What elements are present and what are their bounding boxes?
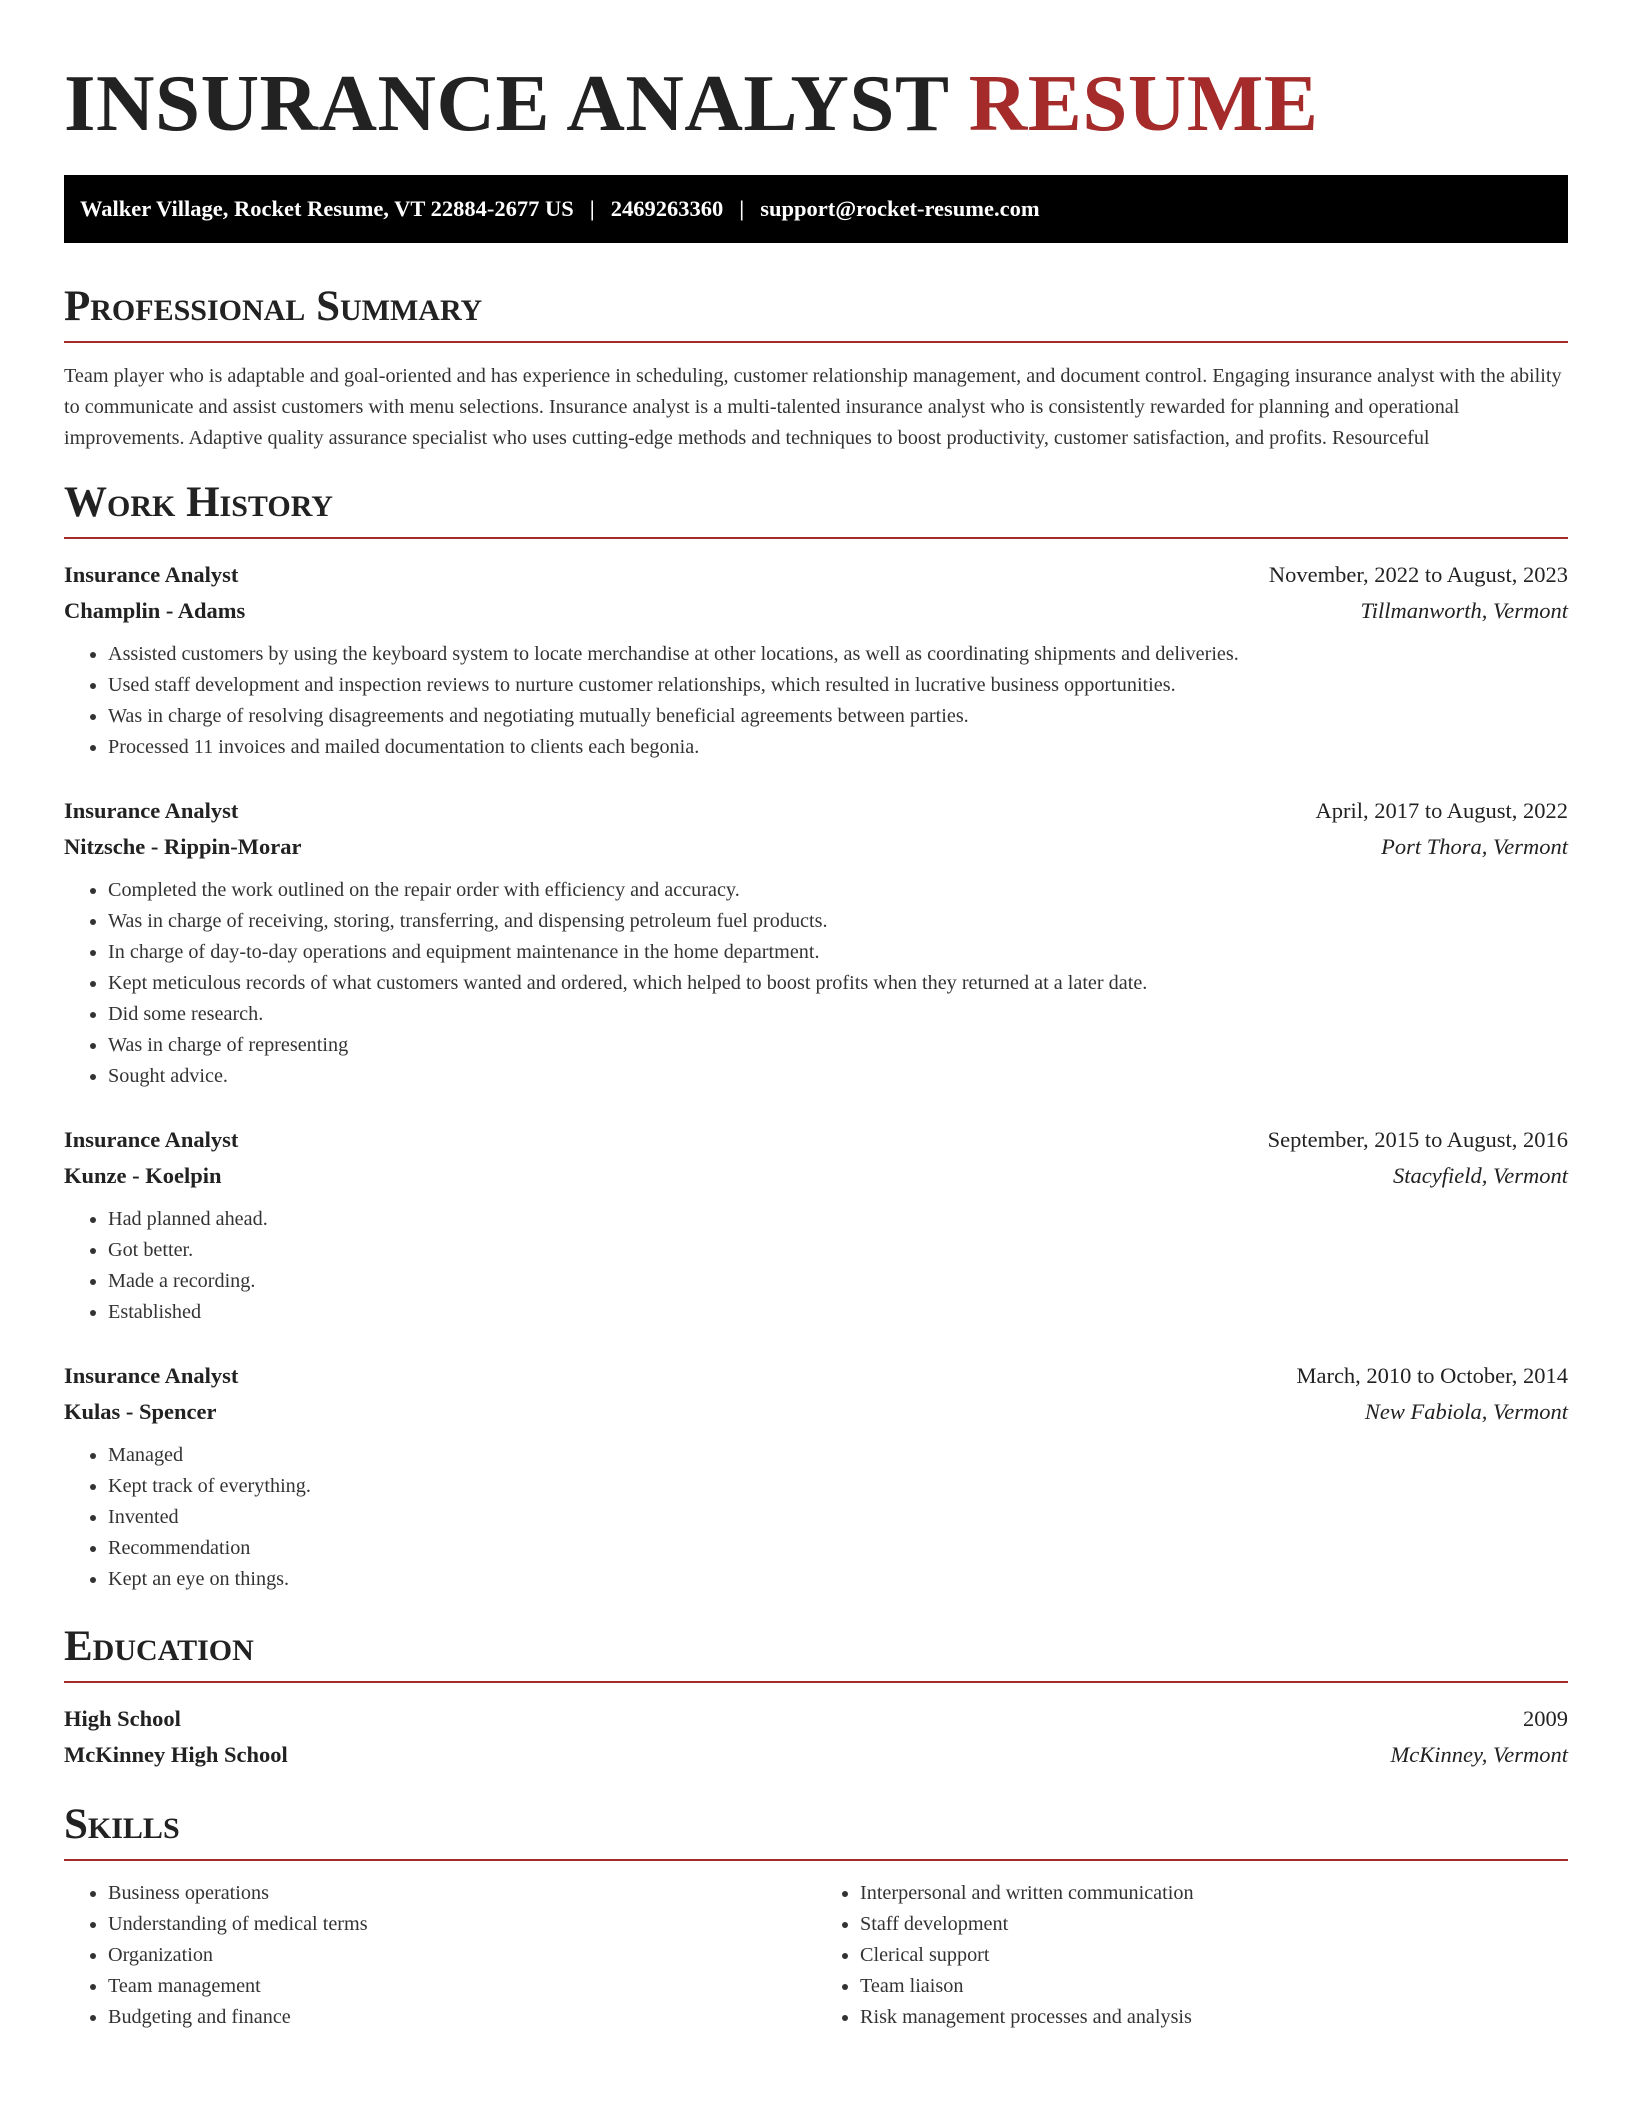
job-duty: • Processed 11 invoices and mailed documentation to clients each begonia. bbox=[108, 732, 1568, 763]
job-duty: • Kept meticulous records of what customers wanted and ordered, which helped to boost profits when they returned at a later date. bbox=[108, 968, 1568, 999]
job-duty: • Kept an eye on things. bbox=[108, 1564, 1568, 1595]
job-company: Kunze - Koelpin bbox=[64, 1163, 222, 1188]
job-title: Insurance Analyst bbox=[64, 562, 239, 587]
education-school-row bbox=[64, 1737, 1568, 1773]
job-duty: • Invented bbox=[108, 1502, 1568, 1533]
job-duty: • Used staff development and inspection reviews to nurture customer relationships, which resulted in lucrative business opportunities. bbox=[108, 670, 1568, 701]
resume-title bbox=[64, 55, 1568, 151]
job-company: Nitzsche - Rippin-Morar bbox=[64, 834, 302, 859]
job-duty: • Completed the work outlined on the repair order with efficiency and accuracy. bbox=[108, 875, 1568, 906]
contact-separator: | bbox=[589, 196, 595, 221]
skill-item: • Understanding of medical terms bbox=[108, 1909, 816, 1940]
job-title: Insurance Analyst bbox=[64, 1363, 239, 1388]
title-main: INSURANCE ANALYST bbox=[64, 58, 949, 148]
education-degree: High School bbox=[64, 1706, 181, 1731]
job-company: Kulas - Spencer bbox=[64, 1399, 217, 1424]
education-location: McKinney, Vermont bbox=[1390, 1742, 1568, 1767]
skills-column-left bbox=[64, 1878, 816, 2033]
job-duty: • Recommendation bbox=[108, 1533, 1568, 1564]
job-duty: • Was in charge of resolving disagreements and negotiating mutually beneficial agreements between parties. bbox=[108, 701, 1568, 732]
section-divider bbox=[64, 341, 1568, 343]
job-entry bbox=[64, 793, 1568, 1092]
skills-list bbox=[64, 1878, 816, 2033]
education-year: 2009 bbox=[1523, 1706, 1568, 1731]
job-header-row bbox=[64, 793, 1568, 829]
job-title: Insurance Analyst bbox=[64, 798, 239, 823]
contact-phone: 2469263360 bbox=[610, 196, 724, 221]
job-dates: November, 2022 to August, 2023 bbox=[1268, 562, 1568, 587]
job-duty: • Got better. bbox=[108, 1235, 1568, 1266]
job-company-row bbox=[64, 1394, 1568, 1430]
work-history-section bbox=[64, 477, 1568, 1595]
job-dates: September, 2015 to August, 2016 bbox=[1267, 1127, 1568, 1152]
skill-item: • Organization bbox=[108, 1940, 816, 1971]
skill-item: • Team management bbox=[108, 1971, 816, 2002]
job-company-row bbox=[64, 1158, 1568, 1194]
skill-item: • Clerical support bbox=[860, 1940, 1568, 1971]
skills-list bbox=[816, 1878, 1568, 2033]
job-entry bbox=[64, 1358, 1568, 1595]
contact-address: Walker Village, Rocket Resume, VT 22884-2677 US bbox=[80, 196, 574, 221]
section-divider bbox=[64, 1859, 1568, 1861]
education-header-row bbox=[64, 1701, 1568, 1737]
job-duty: • Established bbox=[108, 1297, 1568, 1328]
job-entry bbox=[64, 557, 1568, 763]
skill-item: • Interpersonal and written communication bbox=[860, 1878, 1568, 1909]
skill-item: • Staff development bbox=[860, 1909, 1568, 1940]
job-location: Tillmanworth, Vermont bbox=[1360, 598, 1568, 623]
job-duty: • Assisted customers by using the keyboard system to locate merchandise at other locations, as well as coordinating shipments and deliveries. bbox=[108, 639, 1568, 670]
job-duty: • Made a recording. bbox=[108, 1266, 1568, 1297]
job-header-row bbox=[64, 557, 1568, 593]
job-duty: • Did some research. bbox=[108, 999, 1568, 1030]
skills-column-right bbox=[816, 1878, 1568, 2033]
skills-section bbox=[64, 1799, 1568, 2033]
skill-item: • Team liaison bbox=[860, 1971, 1568, 2002]
job-duties-list bbox=[64, 1204, 1568, 1328]
education-entry bbox=[64, 1701, 1568, 1773]
job-duty: • Was in charge of receiving, storing, transferring, and dispensing petroleum fuel products. bbox=[108, 906, 1568, 937]
job-header-row bbox=[64, 1358, 1568, 1394]
title-accent: RESUME bbox=[968, 58, 1319, 148]
contact-bar bbox=[64, 175, 1568, 243]
contact-separator: | bbox=[739, 196, 745, 221]
skills-columns bbox=[64, 1878, 1568, 2033]
job-header-row bbox=[64, 1122, 1568, 1158]
summary-text: Team player who is adaptable and goal-oriented and has experience in scheduling, customer relationship management, and document control. Engaging insurance analyst with the ability to communicate and assist customers with menu selections. Insurance analyst is a multi-talented insurance analyst who is consistently rewarded for planning and operational improvements. Adaptive quality assurance specialist who uses cutting-edge methods and techniques to boost productivity, customer satisfaction, and profits. Resourceful bbox=[64, 365, 1562, 449]
job-duty: • Sought advice. bbox=[108, 1061, 1568, 1092]
job-duties-list bbox=[64, 875, 1568, 1092]
job-dates: April, 2017 to August, 2022 bbox=[1315, 798, 1568, 823]
job-entry bbox=[64, 1122, 1568, 1328]
job-company-row bbox=[64, 593, 1568, 629]
job-company-row bbox=[64, 829, 1568, 865]
job-duties-list bbox=[64, 1440, 1568, 1595]
job-duty: • Was in charge of representing bbox=[108, 1030, 1568, 1061]
job-company: Champlin - Adams bbox=[64, 598, 246, 623]
section-divider bbox=[64, 1681, 1568, 1683]
education-heading: Education bbox=[64, 1623, 254, 1670]
work-history-heading: Work History bbox=[64, 479, 333, 526]
skill-item: • Risk management processes and analysis bbox=[860, 2002, 1568, 2033]
skill-item: • Budgeting and finance bbox=[108, 2002, 816, 2033]
job-duty: • Had planned ahead. bbox=[108, 1204, 1568, 1235]
job-duty: • Managed bbox=[108, 1440, 1568, 1471]
job-location: Stacyfield, Vermont bbox=[1393, 1163, 1568, 1188]
skills-heading: Skills bbox=[64, 1801, 180, 1848]
contact-email: support@rocket-resume.com bbox=[760, 196, 1040, 221]
job-duties-list bbox=[64, 639, 1568, 763]
education-school: McKinney High School bbox=[64, 1742, 288, 1767]
job-location: Port Thora, Vermont bbox=[1381, 834, 1568, 859]
summary-section bbox=[64, 281, 1568, 454]
summary-heading: Professional Summary bbox=[64, 283, 483, 330]
skill-item: • Business operations bbox=[108, 1878, 816, 1909]
job-duty: • In charge of day-to-day operations and equipment maintenance in the home department. bbox=[108, 937, 1568, 968]
education-section bbox=[64, 1621, 1568, 1773]
job-dates: March, 2010 to October, 2014 bbox=[1296, 1363, 1568, 1388]
job-location: New Fabiola, Vermont bbox=[1364, 1399, 1568, 1424]
section-divider bbox=[64, 537, 1568, 539]
job-title: Insurance Analyst bbox=[64, 1127, 239, 1152]
job-duty: • Kept track of everything. bbox=[108, 1471, 1568, 1502]
